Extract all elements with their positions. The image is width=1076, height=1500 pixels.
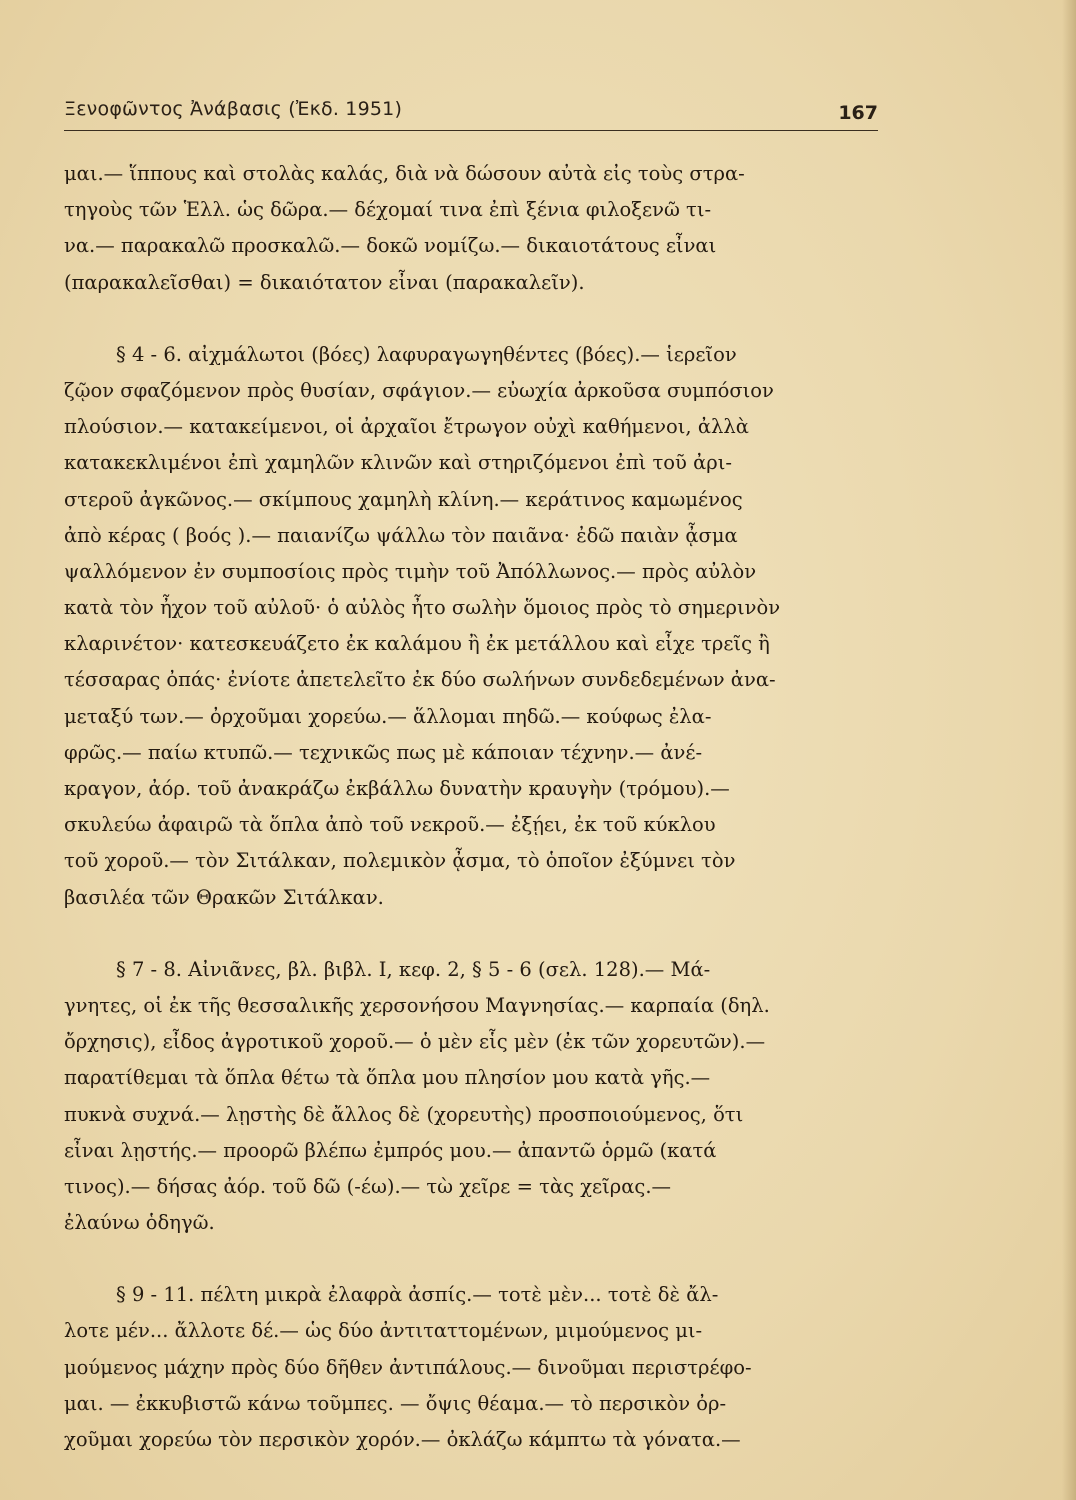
text-line: κλαρινέτον· κατεσκευάζετο ἐκ καλάμου ἢ ἐκ μετάλλου καὶ εἶχε τρεῖς ἢ — [64, 632, 770, 656]
text-line: κατακεκλιμένοι ἐπὶ χαμηλῶν κλινῶν καὶ στηριζόμενοι ἐπὶ τοῦ ἀρι- — [64, 451, 732, 475]
text-line: γνητες, οἱ ἐκ τῆς θεσσαλικῆς χερσονήσου Μαγνησίας.— καρπαία (δηλ. — [64, 993, 770, 1017]
text-line: να.— παρακαλῶ προσκαλῶ.— δοκῶ νομίζω.— δικαιοτάτους εἶναι — [64, 234, 717, 258]
paragraph-gap — [64, 916, 882, 952]
page-number: 167 — [838, 102, 878, 124]
text-line: μούμενος μάχην πρὸς δύο δῆθεν ἀντιπάλους.— δινοῦμαι περιστρέφο- — [64, 1355, 752, 1379]
text-line: στεροῦ ἀγκῶνος.— σκίμπους χαμηλὴ κλίνη.— κεράτινος καμωμένος — [64, 487, 743, 511]
text-line: ὄρχησις), εἶδος ἀγροτικοῦ χοροῦ.— ὁ μὲν εἷς μὲν (ἐκ τῶν χορευτῶν).— — [64, 1030, 766, 1054]
page-header — [64, 98, 878, 128]
text-line: μαι.— ἵππους καὶ στολὰς καλάς, διὰ νὰ δώσουν αὐτὰ εἰς τοὺς στρα- — [64, 162, 745, 185]
text-line: τοῦ χοροῦ.— τὸν Σιτάλκαν, πολεμικὸν ᾆσμα, τὸ ὁποῖον ἐξύμνει τὸν — [64, 849, 736, 873]
text-line: τέσσαρας ὀπάς· ἐνίοτε ἀπετελεῖτο ἐκ δύο σωλήνων συνδεδεμένων ἀνα- — [64, 668, 776, 692]
text-line: βασιλέα τῶν Θρακῶν Σιτάλκαν. — [64, 885, 384, 909]
text-line: § 9 - 11. πέλτη μικρὰ ἐλαφρὰ ἀσπίς.— τοτὲ μὲν... τοτὲ δὲ ἄλ- — [116, 1283, 719, 1307]
paragraph-continuation — [64, 156, 882, 301]
text-line: πλούσιον.— κατακείμενοι, οἱ ἀρχαῖοι ἔτρωγον οὐχὶ καθήμενοι, ἀλλὰ — [64, 415, 749, 439]
text-line: μαι. — ἐκκυβιστῶ κάνω τοῦμπες. — ὄψις θέαμα.— τὸ περσικὸν ὀρ- — [64, 1391, 727, 1415]
text-line: κραγον, ἀόρ. τοῦ ἀνακράζω ἐκβάλλω δυνατὴν κραυγὴν (τρόμου).— — [64, 777, 730, 800]
text-line: πυκνὰ συχνά.— λῃστὴς δὲ ἄλλος δὲ (χορευτὴς) προσποιούμενος, ὅτι — [64, 1102, 744, 1126]
text-line: φρῶς.— παίω κτυπῶ.— τεχνικῶς πως μὲ κάποιαν τέχνην.— ἀνέ- — [64, 740, 703, 764]
text-line: εἶναι λῃστής.— προορῶ βλέπω ἐμπρός μου.— ἀπαντῶ ὁρμῶ (κατά — [64, 1138, 717, 1162]
paragraph-gap — [64, 1241, 882, 1277]
paragraph-section-4-6 — [64, 337, 882, 916]
text-line: σκυλεύω ἀφαιρῶ τὰ ὅπλα ἀπὸ τοῦ νεκροῦ.— ἐξῄει, ἐκ τοῦ κύκλου — [64, 813, 716, 837]
paragraph-section-7-8 — [64, 952, 882, 1242]
text-line: ἀπὸ κέρας ( βοός ).— παιανίζω ψάλλω τὸν παιᾶνα· ἐδῶ παιὰν ᾆσμα — [64, 523, 738, 547]
text-line: λοτε μέν... ἄλλοτε δέ.— ὡς δύο ἀντιταττομένων, μιμούμενος μι- — [64, 1319, 703, 1343]
text-line: ἐλαύνω ὁδηγῶ. — [64, 1211, 215, 1235]
header-rule — [64, 130, 878, 131]
commentary-text — [64, 156, 882, 1458]
running-title: Ξενοφῶντος Ἀνάβασις (Ἐκδ. 1951) — [64, 98, 403, 120]
text-line: τηγοὺς τῶν Ἑλλ. ὡς δῶρα.— δέχομαί τινα ἐπὶ ξένια φιλοξενῶ τι- — [64, 198, 712, 222]
text-line: § 7 - 8. Αἰνιᾶνες, βλ. βιβλ. I, κεφ. 2, § 5 - 6 (σελ. 128).— Μά- — [116, 957, 711, 981]
text-line: (παρακαλεῖσθαι) = δικαιότατον εἶναι (παρακαλεῖν). — [64, 270, 585, 294]
text-line: τινος).— δήσας ἀόρ. τοῦ δῶ (-έω).— τὼ χεῖρε = τὰς χεῖρας.— — [64, 1174, 672, 1198]
text-line: κατὰ τὸν ἦχον τοῦ αὐλοῦ· ὁ αὐλὸς ἦτο σωλὴν ὅμοιος πρὸς τὸ σημερινὸν — [64, 596, 781, 620]
paragraph-gap — [64, 301, 882, 337]
page-edge-shadow — [1062, 0, 1076, 1500]
text-line: ζῷον σφαζόμενον πρὸς θυσίαν, σφάγιον.— εὐωχία ἀρκοῦσα συμπόσιον — [64, 378, 774, 402]
text-line: παρατίθεμαι τὰ ὅπλα θέτω τὰ ὅπλα μου πλησίον μου κατὰ γῆς.— — [64, 1066, 711, 1090]
text-line: ψαλλόμενον ἐν συμποσίοις πρὸς τιμὴν τοῦ Ἀπόλλωνος.— πρὸς αὐλὸν — [64, 559, 757, 583]
text-line: μεταξύ των.— ὀρχοῦμαι χορεύω.— ἅλλομαι πηδῶ.— κούφως ἐλα- — [64, 704, 712, 728]
text-line: § 4 - 6. αἰχμάλωτοι (βόες) λαφυραγωγηθέντες (βόες).— ἱερεῖον — [116, 342, 737, 366]
text-line: χοῦμαι χορεύω τὸν περσικὸν χορόν.— ὀκλάζω κάμπτω τὰ γόνατα.— — [64, 1428, 741, 1451]
paragraph-section-9-11 — [64, 1277, 882, 1458]
